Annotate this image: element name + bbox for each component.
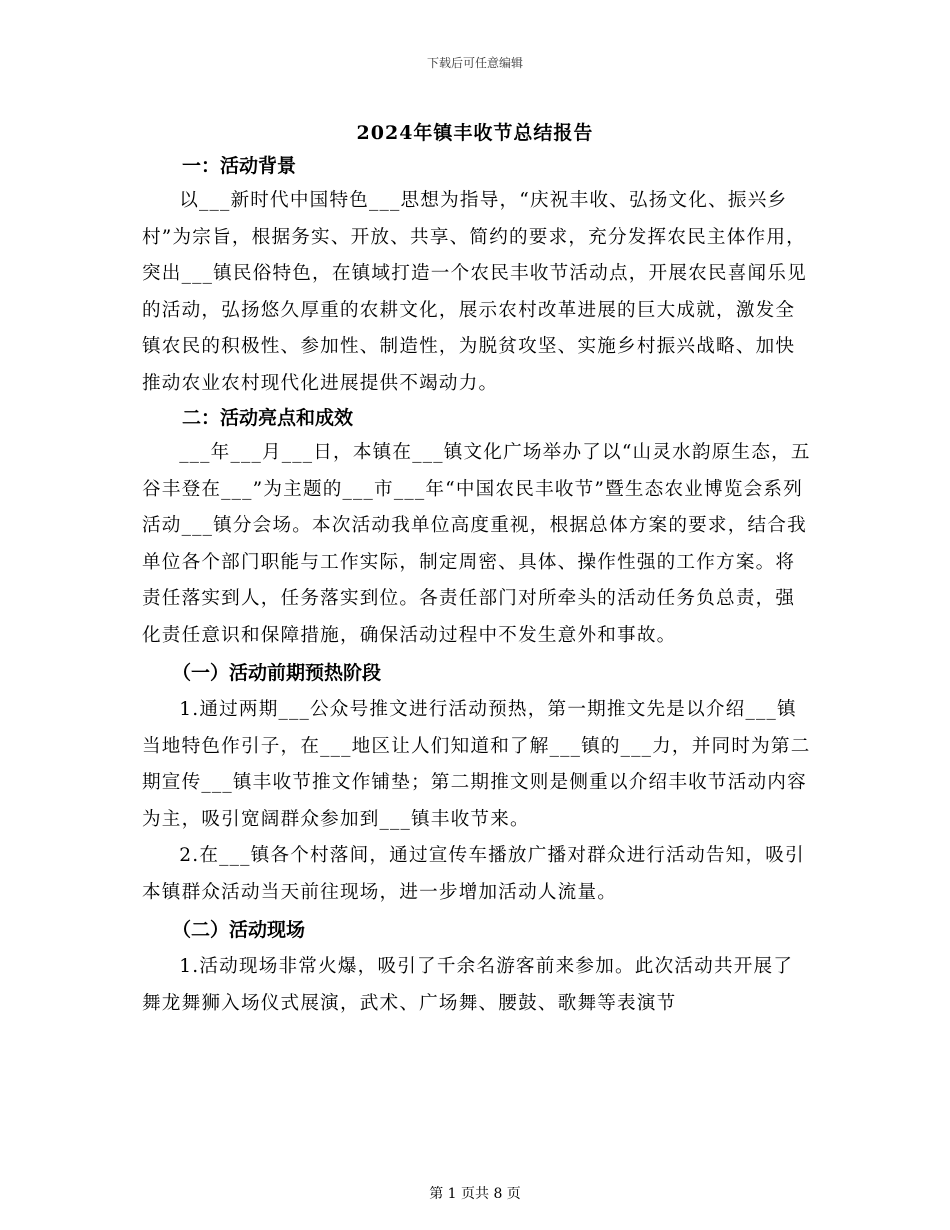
paragraph-preheat-1: 1.通过两期___公众号推文进行活动预热，第一期推文先是以介绍___镇当地特色作引子，在___地区让人们知道和了解___镇的___力，并同时为第二期宣传___镇丰收节推文作铺垫；第二期推文则是侧重以介绍丰收节活动内容为主，吸引宽阔群众参加到___镇丰收节来。 <box>142 699 811 830</box>
paragraph-onsite-1: 1.活动现场非常火爆，吸引了千余名游客前来参加。此次活动共开展了舞龙舞狮入场仪式展演，武术、广场舞、腰鼓、歌舞等表演节 <box>142 956 794 1014</box>
document-title: 2024年镇丰收节总结报告 <box>356 122 594 144</box>
paragraph-preheat-2: 2.在___镇各个村落间，通过宣传车播放广播对群众进行活动告知，吸引本镇群众活动当天前往现场，进一步增加活动人流量。 <box>142 845 805 903</box>
paragraph-background: 以___新时代中国特色___思想为指导，“庆祝丰收、弘扬文化、振兴乡村”为宗旨，根据务实、开放、共享、简约的要求，充分发挥农民主体作用，突出___镇民俗特色，在镇域打造一个农民丰收节活动点，开展农民喜闻乐见的活动，弘扬悠久厚重的农耕文化，展示农村改革进展的巨大成就，激发全镇农民的积极性、参加性、制造性，为脱贫攻坚、实施乡村振兴战略、加快推动农业农村现代化进展提供不竭动力。 <box>142 190 807 394</box>
page-footer: 第 1 页共 8 页 <box>429 1186 521 1202</box>
paragraph-highlights: ___年___月___日，本镇在___镇文化广场举办了以“山灵水韵原生态，五谷丰登在___”为主题的___市___年“中国农民丰收节”暨生态农业博览会系列活动___镇分会场。本次活动我单位高度重视，根据总体方案的要求，结合我单位各个部门职能与工作实际，制定周密、具体、操作性强的工作方案。将责任落实到人，任务落实到位。各责任部门对所牵头的活动任务负总责，强化责任意识和保障措施，确保活动过程中不发生意外和事故。 <box>142 442 811 646</box>
section-heading-background: 一：活动背景 <box>182 155 297 177</box>
subsection-heading-preheat: （一）活动前期预热阶段 <box>172 662 382 684</box>
document-body <box>142 150 812 1022</box>
page-header: 下载后可任意编辑 <box>426 56 523 70</box>
subsection-heading-onsite: （二）活动现场 <box>172 919 306 941</box>
section-heading-highlights: 二：活动亮点和成效 <box>182 407 354 429</box>
